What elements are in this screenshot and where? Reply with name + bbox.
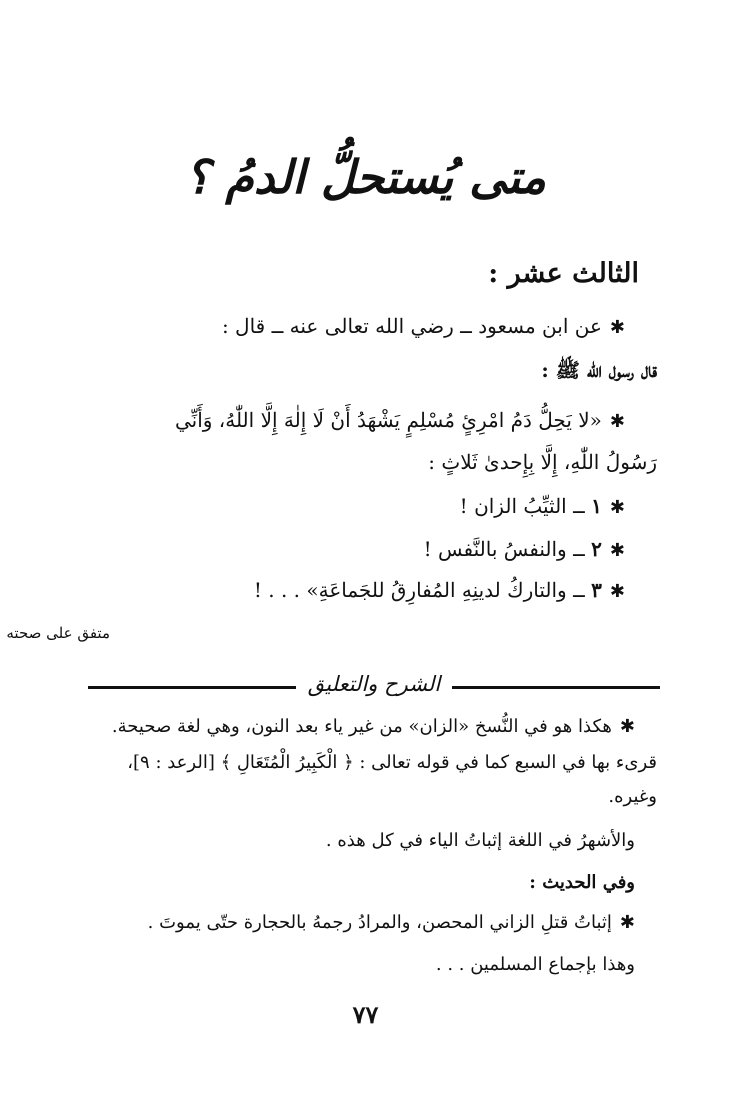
item-text: ــ والتاركُ لدينِهِ المُفارِقُ للجَماعَةِ» . . . ! <box>253 578 585 602</box>
prophet-said-line: قال رسول الله ﷺ : <box>541 358 657 382</box>
commentary-line-2: قرىء بها في السبع كما في قوله تعالى : ﴿ الْكَبِيرُ الْمُتَعَالِ ﴾ [الرعد : ٩]، <box>127 752 657 773</box>
section-heading: الثالث عشر : <box>488 258 639 289</box>
commentary-line-3: وغيره. <box>608 786 657 807</box>
commentary-line-5 <box>148 912 635 933</box>
asterisk-icon: ✱ <box>619 716 635 737</box>
page-number: ٧٧ <box>352 1000 379 1029</box>
divider-rule-left <box>88 686 296 689</box>
divider-rule-right <box>452 686 660 689</box>
asterisk-icon: ✱ <box>609 411 625 432</box>
item-text: ــ الثيِّبُ الزان ! <box>459 494 585 518</box>
hadith-source: متفق على صحته <box>6 624 110 642</box>
item-number: ٢ <box>591 537 602 561</box>
asterisk-icon: ✱ <box>609 497 625 518</box>
commentary-line-1 <box>112 716 635 737</box>
item-number: ١ <box>591 494 602 518</box>
commentary-text-1: هكذا هو في النُّسخ «الزان» من غير ياء بعد النون، وهي لغة صحيحة. <box>111 716 612 737</box>
commentary-text-5: إثباتُ قتلِ الزاني المحصن، والمرادُ رجمهُ بالحجارة حتّى يموتَ . <box>147 912 612 933</box>
commentary-subheading: وفي الحديث : <box>529 872 635 893</box>
asterisk-icon: ✱ <box>609 540 625 561</box>
narrator-text: عن ابن مسعود ــ رضي الله تعالى عنه ــ قال : <box>221 314 602 338</box>
hadith-item-2 <box>424 537 625 561</box>
hadith-line-2: رَسُولُ اللّٰهِ، إِلَّا بِإِحدىٰ ثَلاثٍ : <box>428 450 657 474</box>
commentary-heading: الشرح والتعليق <box>307 672 441 696</box>
item-text: ــ والنفسُ بالنَّفس ! <box>423 537 585 561</box>
hadith-item-3 <box>254 578 625 602</box>
asterisk-icon: ✱ <box>609 317 625 338</box>
asterisk-icon: ✱ <box>609 581 625 602</box>
commentary-divider <box>88 672 660 702</box>
narrator-line <box>222 314 625 338</box>
hadith-line-1 <box>175 408 625 432</box>
hadith-item-1 <box>460 494 625 518</box>
hadith-text-1: «لا يَحِلُّ دَمُ امْرِئٍ مُسْلِمٍ يَشْهَدُ أَنْ لَا إِلٰهَ إِلَّا اللّٰهُ، وَأَنِّي <box>174 408 602 432</box>
item-number: ٣ <box>591 578 602 602</box>
commentary-line-6: وهذا بإجماع المسلمين . . . <box>435 954 635 975</box>
chapter-title: متى يُستحلُّ الدمُ ؟ <box>185 150 546 204</box>
asterisk-icon: ✱ <box>619 912 635 933</box>
commentary-line-4: والأشهرُ في اللغة إثباتُ الياء في كل هذه . <box>325 830 635 851</box>
